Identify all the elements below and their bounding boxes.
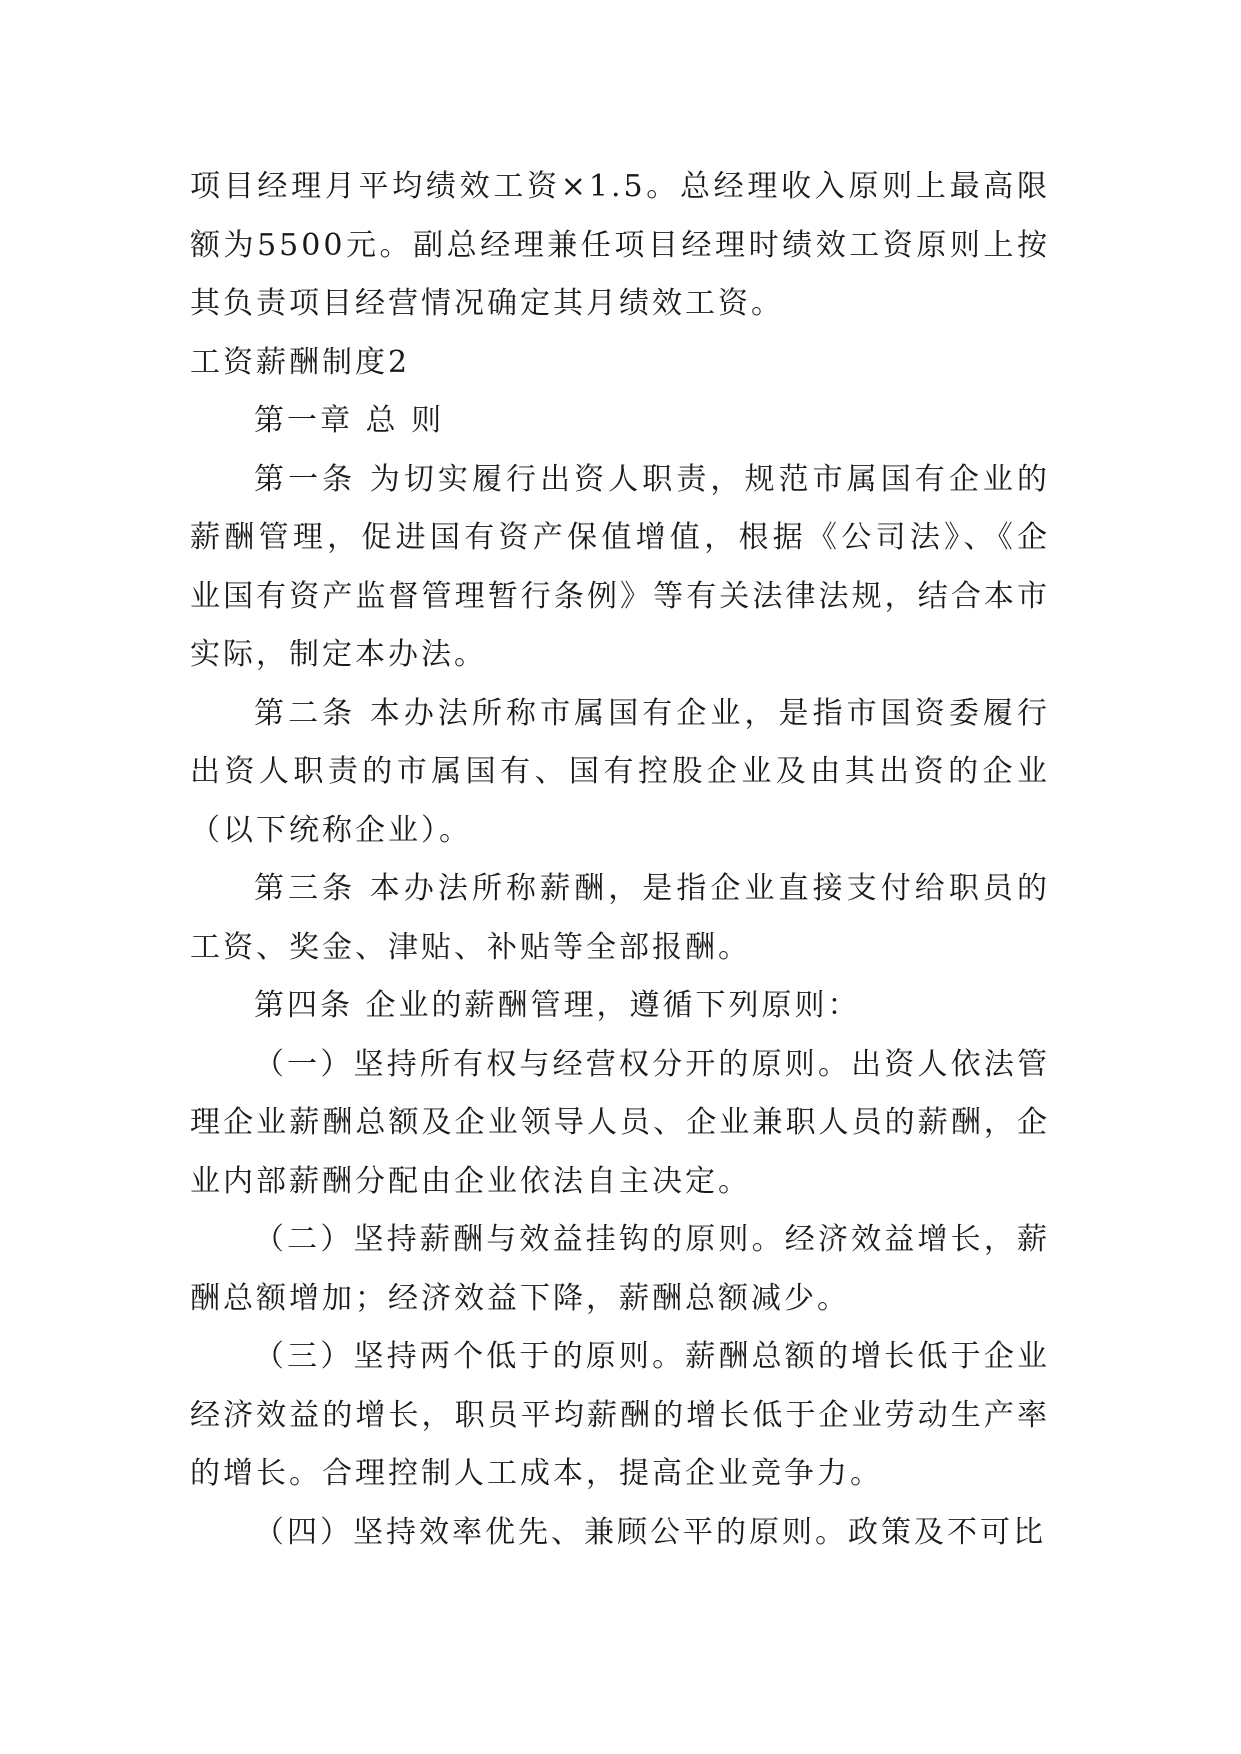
chapter-heading: 第一章 总 则	[254, 403, 445, 438]
principle-2: （二）坚持薪酬与效益挂钩的原则。经济效益增长，薪酬总额增加；经济效益下降，薪酬总额减少。	[190, 1222, 1050, 1316]
section-title: 工资薪酬制度2	[190, 344, 411, 380]
document-body	[190, 158, 1050, 1562]
paragraph-salary-continuation: 项目经理月平均绩效工资×1.5。总经理收入原则上最高限额为5500元。副总经理兼任项目经理时绩效工资原则上按其负责项目经营情况确定其月绩效工资。	[190, 169, 1050, 321]
principle-3: （三）坚持两个低于的原则。薪酬总额的增长低于企业经济效益的增长，职员平均薪酬的增长低于企业劳动生产率的增长。合理控制人工成本，提高企业竞争力。	[190, 1339, 1050, 1491]
article-1: 第一条 为切实履行出资人职责，规范市属国有企业的薪酬管理，促进国有资产保值增值，根据《公司法》、《企业国有资产监督管理暂行条例》等有关法律法规，结合本市实际，制定本办法。	[190, 461, 1050, 672]
principle-1: （一）坚持所有权与经营权分开的原则。出资人依法管理企业薪酬总额及企业领导人员、企业兼职人员的薪酬，企业内部薪酬分配由企业依法自主决定。	[190, 1046, 1050, 1199]
article-2: 第二条 本办法所称市属国有企业，是指市国资委履行出资人职责的市属国有、国有控股企业及由其出资的企业（以下统称企业）。	[190, 695, 1050, 848]
article-3: 第三条 本办法所称薪酬，是指企业直接支付给职员的工资、奖金、津贴、补贴等全部报酬。	[190, 871, 1050, 965]
article-4: 第四条 企业的薪酬管理，遵循下列原则：	[254, 988, 861, 1023]
principle-4: （四）坚持效率优先、兼顾公平的原则。政策及不可比	[254, 1514, 1046, 1550]
